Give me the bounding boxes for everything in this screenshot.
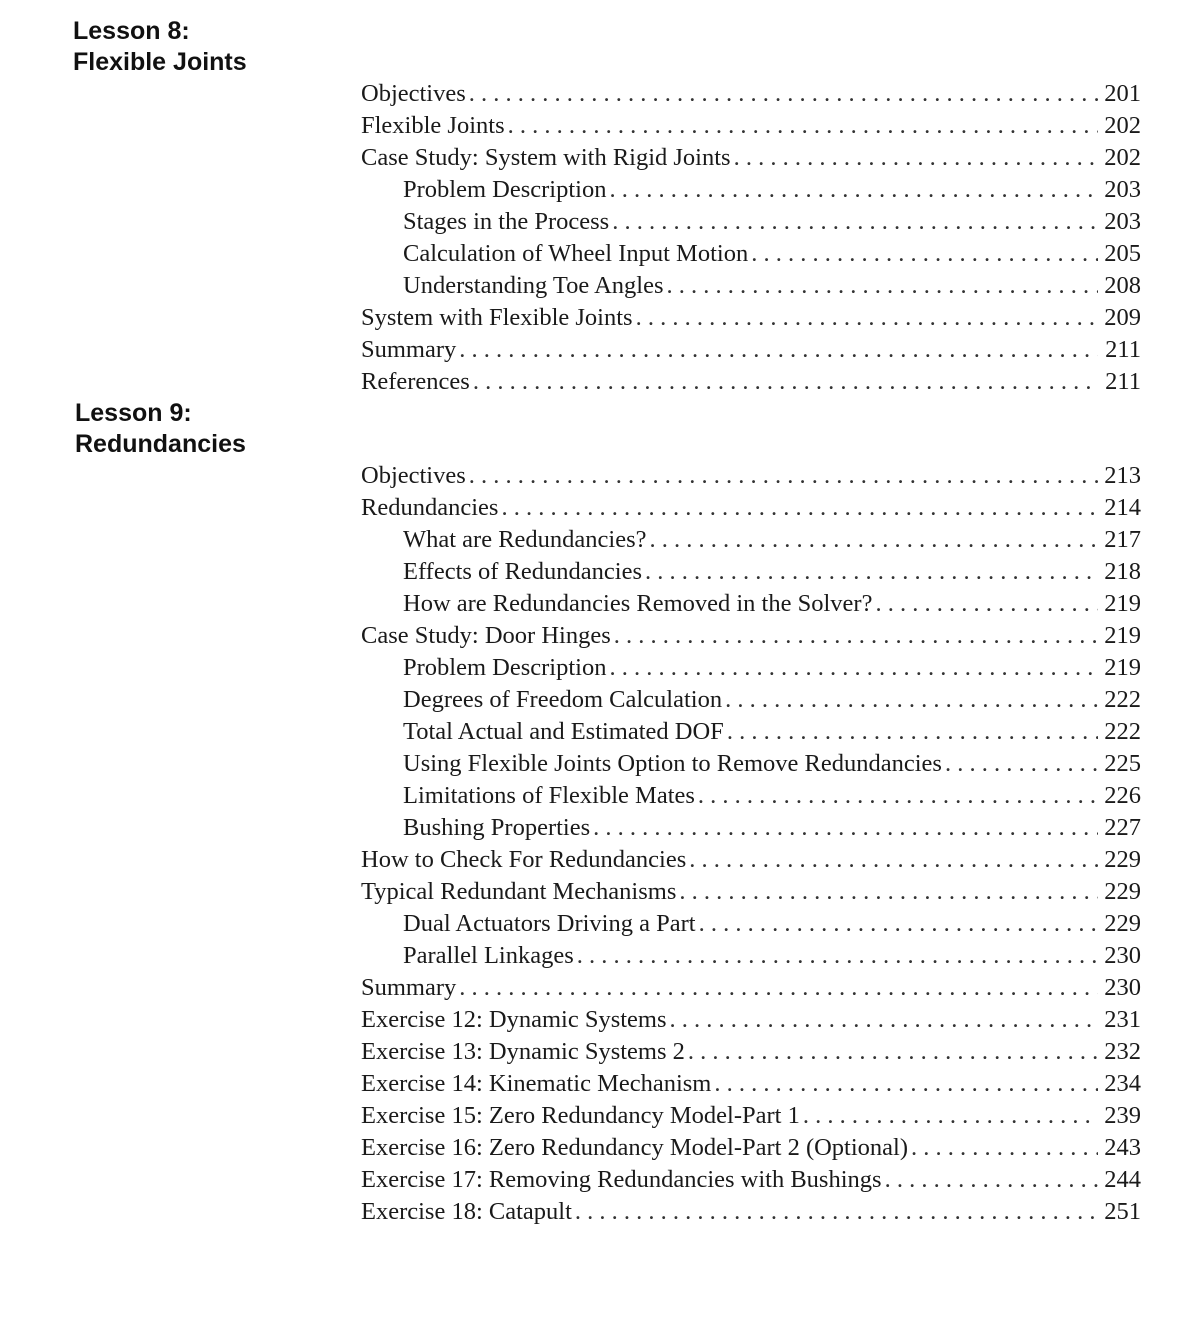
toc-entry-page-number: 219 (1104, 654, 1141, 681)
toc-entry[interactable] (361, 940, 1141, 972)
toc-entry-page-number: 203 (1104, 176, 1141, 203)
toc-entry-page-number: 217 (1104, 526, 1141, 553)
toc-entry-title: Limitations of Flexible Mates (403, 782, 695, 809)
toc-entry[interactable] (361, 684, 1141, 716)
dot-leader (679, 876, 1098, 908)
toc-entry-page-number: 226 (1104, 782, 1141, 809)
toc-entry[interactable] (361, 1036, 1141, 1068)
dot-leader (699, 908, 1098, 940)
toc-entry-page-number: 244 (1104, 1166, 1141, 1193)
toc-entry-page-number: 208 (1104, 272, 1141, 299)
toc-entry-page-number: 231 (1104, 1006, 1141, 1033)
toc-entry-title: Calculation of Wheel Input Motion (403, 240, 749, 267)
dot-leader (645, 556, 1098, 588)
dot-leader (911, 1132, 1098, 1164)
dot-leader (667, 270, 1099, 302)
toc-entry-title: Effects of Redundancies (403, 558, 643, 585)
toc-entry[interactable] (361, 1100, 1141, 1132)
toc-entry-page-number: 211 (1105, 368, 1141, 395)
toc-entry-title: Case Study: Door Hinges (361, 622, 611, 649)
toc-entry-title: Flexible Joints (361, 112, 505, 139)
dot-leader (698, 780, 1098, 812)
toc-entry-page-number: 239 (1104, 1102, 1141, 1129)
dot-leader (575, 1196, 1098, 1228)
dot-leader (803, 1100, 1098, 1132)
toc-entry-page-number: 251 (1104, 1198, 1141, 1225)
toc-entry-page-number: 222 (1104, 718, 1141, 745)
toc-entry-title: What are Redundancies? (403, 526, 647, 553)
toc-entry[interactable] (361, 1196, 1141, 1228)
toc-entry[interactable] (361, 780, 1141, 812)
toc-entry[interactable] (361, 588, 1141, 620)
toc-entry[interactable] (361, 1004, 1141, 1036)
dot-leader (714, 1068, 1098, 1100)
dot-leader (469, 460, 1098, 492)
lesson-8-heading (73, 16, 247, 78)
toc-entry[interactable] (361, 748, 1141, 780)
dot-leader (473, 366, 1098, 398)
dot-leader (751, 238, 1098, 270)
dot-leader (614, 620, 1098, 652)
toc-entry-page-number: 219 (1104, 622, 1141, 649)
dot-leader (885, 1164, 1098, 1196)
lesson-8-number: Lesson 8: (73, 17, 190, 45)
toc-entry-title: Dual Actuators Driving a Part (403, 910, 696, 937)
toc-entry-title: Problem Description (403, 654, 607, 681)
toc-entry-title: Degrees of Freedom Calculation (403, 686, 723, 713)
toc-entry-title: Exercise 18: Catapult (361, 1198, 572, 1225)
toc-entry-page-number: 229 (1104, 910, 1141, 937)
dot-leader (670, 1004, 1098, 1036)
toc-entry-title: Exercise 13: Dynamic Systems 2 (361, 1038, 685, 1065)
toc-entry[interactable] (361, 302, 1141, 334)
lesson-9-heading (75, 398, 246, 460)
toc-entry-title: Total Actual and Estimated DOF (403, 718, 724, 745)
toc-entry-page-number: 243 (1104, 1134, 1141, 1161)
toc-entry-title: Bushing Properties (403, 814, 591, 841)
toc-entry-page-number: 202 (1104, 144, 1141, 171)
dot-leader (508, 110, 1098, 142)
dot-leader (612, 206, 1098, 238)
toc-entry[interactable] (361, 524, 1141, 556)
toc-entry[interactable] (361, 812, 1141, 844)
lesson-9-title: Redundancies (75, 430, 246, 458)
toc-entry-page-number: 211 (1105, 336, 1141, 363)
toc-entry-page-number: 209 (1104, 304, 1141, 331)
toc-entry[interactable] (361, 142, 1141, 174)
dot-leader (593, 812, 1098, 844)
dot-leader (734, 142, 1098, 174)
dot-leader (501, 492, 1098, 524)
dot-leader (688, 1036, 1098, 1068)
toc-entry-title: How to Check For Redundancies (361, 846, 687, 873)
toc-entry-page-number: 225 (1104, 750, 1141, 777)
toc-entry[interactable] (361, 716, 1141, 748)
toc-entry-title: Redundancies (361, 494, 499, 521)
toc-entry-title: Parallel Linkages (403, 942, 574, 969)
toc-entry-title: Typical Redundant Mechanisms (361, 878, 677, 905)
dot-leader (577, 940, 1098, 972)
toc-entry-title: How are Redundancies Removed in the Solver? (403, 590, 873, 617)
dot-leader (636, 302, 1098, 334)
toc-entry-page-number: 202 (1104, 112, 1141, 139)
toc-entry[interactable] (361, 652, 1141, 684)
toc-entry[interactable] (361, 334, 1141, 366)
toc-entry-title: Stages in the Process (403, 208, 610, 235)
dot-leader (725, 684, 1098, 716)
toc-entry-page-number: 218 (1104, 558, 1141, 585)
toc-entry-page-number: 234 (1104, 1070, 1141, 1097)
toc-entry[interactable] (361, 110, 1141, 142)
toc-entry-page-number: 205 (1104, 240, 1141, 267)
toc-entry[interactable] (361, 460, 1141, 492)
toc-entry-page-number: 229 (1104, 846, 1141, 873)
toc-entry-page-number: 203 (1104, 208, 1141, 235)
toc-entry-title: Problem Description (403, 176, 607, 203)
toc-entry-title: Exercise 16: Zero Redundancy Model-Part 2 (Optional) (361, 1134, 909, 1161)
toc-entry-title: References (361, 368, 470, 395)
toc-entry-title: Exercise 12: Dynamic Systems (361, 1006, 667, 1033)
toc-entry-page-number: 230 (1104, 974, 1141, 1001)
dot-leader (945, 748, 1098, 780)
toc-entry-page-number: 213 (1104, 462, 1141, 489)
toc-entry[interactable] (361, 1068, 1141, 1100)
toc-entry[interactable] (361, 366, 1141, 398)
dot-leader (727, 716, 1098, 748)
lesson-9-number: Lesson 9: (75, 399, 192, 427)
dot-leader (459, 972, 1098, 1004)
toc-entry[interactable] (361, 844, 1141, 876)
toc-entry-page-number: 227 (1104, 814, 1141, 841)
toc-entry-page-number: 219 (1104, 590, 1141, 617)
toc-entry-title: Summary (361, 336, 457, 363)
toc-entry-title: Exercise 15: Zero Redundancy Model-Part 1 (361, 1102, 800, 1129)
toc-entry-title: Exercise 17: Removing Redundancies with Bushings (361, 1166, 882, 1193)
dot-leader (650, 524, 1098, 556)
toc-entry[interactable] (361, 972, 1141, 1004)
dot-leader (459, 334, 1098, 366)
toc-entry[interactable] (361, 270, 1141, 302)
toc-entry[interactable] (361, 206, 1141, 238)
dot-leader (689, 844, 1098, 876)
toc-entry-page-number: 229 (1104, 878, 1141, 905)
toc-entry[interactable] (361, 1132, 1141, 1164)
toc-entry-page-number: 222 (1104, 686, 1141, 713)
toc-entry-page-number: 201 (1104, 80, 1141, 107)
toc-entry[interactable] (361, 1164, 1141, 1196)
toc-entry-page-number: 232 (1104, 1038, 1141, 1065)
lesson-8-title: Flexible Joints (73, 48, 247, 76)
toc-entry-title: Exercise 14: Kinematic Mechanism (361, 1070, 712, 1097)
toc-entry-title: Summary (361, 974, 457, 1001)
toc-entry-title: Using Flexible Joints Option to Remove Redundancies (403, 750, 942, 777)
toc-entry[interactable] (361, 908, 1141, 940)
toc-entry-title: Objectives (361, 80, 466, 107)
toc-entry[interactable] (361, 492, 1141, 524)
dot-leader (469, 78, 1098, 110)
dot-leader (609, 652, 1098, 684)
toc-entry-title: Objectives (361, 462, 466, 489)
toc-entry-title: Case Study: System with Rigid Joints (361, 144, 731, 171)
toc-entry[interactable] (361, 876, 1141, 908)
toc-entry[interactable] (361, 174, 1141, 206)
dot-leader (609, 174, 1098, 206)
toc-entry[interactable] (361, 620, 1141, 652)
lesson-8-toc (361, 78, 1141, 398)
toc-entry-title: Understanding Toe Angles (403, 272, 664, 299)
lesson-9-toc (361, 460, 1141, 1228)
dot-leader (875, 588, 1098, 620)
toc-entry[interactable] (361, 238, 1141, 270)
toc-entry-page-number: 214 (1104, 494, 1141, 521)
toc-entry-page-number: 230 (1104, 942, 1141, 969)
toc-entry[interactable] (361, 556, 1141, 588)
toc-entry[interactable] (361, 78, 1141, 110)
toc-entry-title: System with Flexible Joints (361, 304, 633, 331)
